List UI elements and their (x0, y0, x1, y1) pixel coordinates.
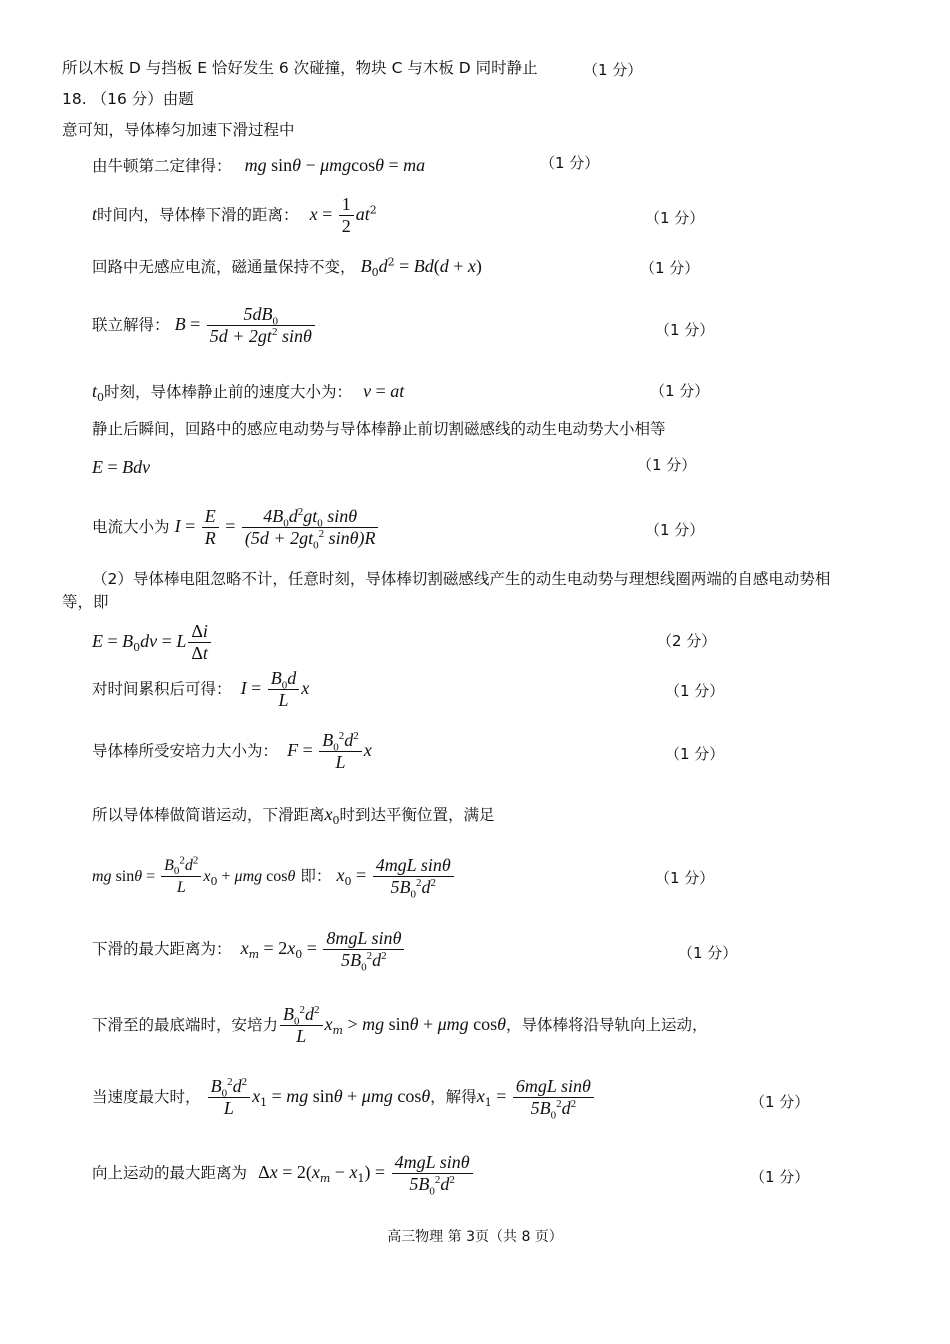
eq-equilibrium: mg sinθ = $\frac{B_0^2d^2}{L}$ $x_0 + \mu mg$ cosθ 即： $x_0$ = 4mgL sinθ $5B_0^2d^2$ (92, 855, 456, 898)
score: （1 分） (665, 682, 725, 700)
score: （1 分） (655, 321, 715, 339)
line-part2-cont: 等，即 (62, 593, 109, 611)
eq-self-induction: $E = B_0dv = L$ $\frac{\Delta i}{\Delta t}$ (92, 621, 213, 664)
score: （1 分） (637, 456, 697, 474)
score: （1 分） (640, 259, 700, 277)
eq-current: 电流大小为 I = $\frac{E}{R}$ = $\frac{4B_0d^2gt_0 \sin\theta}{(5d + 2gt_0^2 \sin\theta)R}$ (92, 506, 380, 549)
eq-bottom: 下滑至的最底端时，安培力 $\frac{B_0^2d^2}{L}$ $x_m$ > mg sinθ + μmg cosθ，导体棒将沿导轨向上运动， (92, 1004, 708, 1046)
score: （1 分） (678, 944, 738, 962)
eq-distance: t时间内，导体棒下滑的距离： x = $\frac{1}{2}$ $at^2$ (92, 194, 377, 236)
text: 所以木板 D 与挡板 E 恰好发生 6 次碰撞，物块 C 与木板 D 同时静止 (62, 59, 538, 77)
score: （1 分） (655, 869, 715, 887)
page-footer: 高三物理 第 3页（共 8 页） (387, 1229, 563, 1245)
question-18-heading: 18. （16 分）由题 (62, 90, 194, 108)
line-board-collision (62, 58, 538, 78)
line-emf-equal: 静止后瞬间，回路中的感应电动势与导体棒静止前切割磁感线的动生电动势大小相等 (92, 420, 666, 438)
eq-accum: 对时间累积后可得： I = $\frac{B_0d}{L}$ x (92, 668, 310, 710)
score: （1 分） (750, 1093, 810, 1111)
score: （1 分） (645, 521, 705, 539)
eq-speed: $t_0$时刻，导体棒静止前的速度大小为： v = at (92, 381, 405, 405)
eq-newton: 由牛顿第二定律得： mg sinθ − μmgcosθ = ma (92, 155, 426, 175)
eq-flux: 回路中无感应电流，磁通量保持不变， $B_0d^2 = Bd(d + x)$ (92, 255, 482, 280)
line-part2: （2）导体棒电阻忽略不计，任意时刻，导体棒切割磁感线产生的动生电动势与理想线圈两端的自感电动势相 (92, 570, 831, 588)
score: （1 分） (665, 745, 725, 763)
score: （1 分） (583, 61, 643, 79)
eq-velocity-max: 当速度最大时， $\frac{B_0^2d^2}{L}$ $x_1$ = mg sinθ + μmg cosθ，解得$x_1$ = 6mgL sinθ $5B_0^2d^2$ (92, 1076, 596, 1119)
score: （1 分） (750, 1168, 810, 1186)
eq-emf: E = Bdv (92, 457, 151, 477)
eq-max-distance: 下滑的最大距离为： $x_m = 2x_0$ = 8mgL sinθ $5B_0^2d^2$ (92, 928, 406, 971)
score: （2 分） (657, 632, 717, 650)
eq-solve-b: 联立解得： B = $\frac{5dB_0}{5d + 2gt^2 \sin\theta}$ (92, 304, 317, 347)
eq-force: 导体棒所受安培力大小为： F = $\frac{B_0^2d^2}{L}$ x (92, 730, 372, 772)
score: （1 分） (650, 382, 710, 400)
line-shm: 所以导体棒做简谐运动，下滑距离$x_0$时到达平衡位置，满足 (92, 804, 495, 828)
score: （1 分） (645, 209, 705, 227)
eq-up-distance: 向上运动的最大距离为 $\Delta x = 2(x_m - x_1)$ = 4mgL sinθ $5B_0^2d^2$ (92, 1152, 475, 1195)
line-intro: 意可知，导体棒匀加速下滑过程中 (62, 121, 295, 139)
score: （1 分） (540, 154, 600, 172)
